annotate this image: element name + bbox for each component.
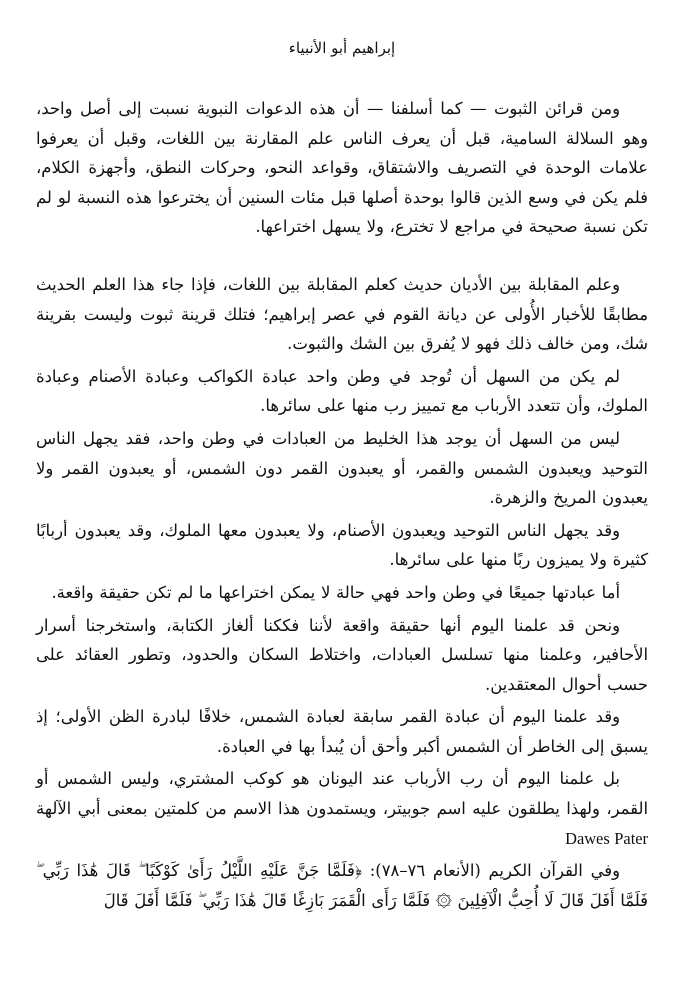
paragraph-9-text: بل علمنا اليوم أن رب الأرباب عند اليونان هو كوكب المشتري، وليس الشمس أو القمر، ولهذا يطلقون عليه اسم جوبيتر، ويستمدون هذا الاسم من كلمتين بمعنى أبي الآلهة [36, 769, 648, 819]
paragraph-4: ليس من السهل أن يوجد هذا الخليط من العبادات في وطن واحد، فقد يجهل الناس التوحيد ويعبدون الشمس والقمر، أو يعبدون القمر دون الشمس، أو يعبدون القمر ولا يعبدون المريخ والزهرة. [36, 428, 648, 508]
paragraph-6: أما عبادتها جميعًا في وطن واحد فهي حالة لا يمكن اختراعها ما لم تكن حقيقة واقعة. [51, 582, 620, 602]
page-body [36, 94, 648, 915]
running-header: إبراهيم أبو الأنبياء [288, 39, 396, 57]
paragraph-3: لم يكن من السهل أن تُوجد في وطن واحد عبادة الكواكب وعبادة الأصنام وعبادة الملوك، وأن تتعدد الأرباب مع تمييز رب منها على سائرها. [36, 366, 648, 416]
paragraph-10: وفي القرآن الكريم (الأنعام ٧٦–٧٨): ﴿فَلَمَّا جَنَّ عَلَيْهِ اللَّيْلُ رَأَىٰ كَوْكَبًا ۖ قَالَ هَٰذَا رَبِّي ۖ فَلَمَّا أَفَلَ قَالَ لَا أُحِبُّ الْآفِلِينَ ۞ فَلَمَّا رَأَى الْقَمَرَ بَازِغًا قَالَ هَٰذَا رَبِّي ۖ فَلَمَّا أَفَلَ قَالَ [36, 861, 648, 910]
paragraph-8: وقد علمنا اليوم أن عبادة القمر سابقة لعبادة الشمس، خلافًا لبادرة الظن الأولى؛ إذ يسبق إلى الخاطر أن الشمس أكبر وأحق أن يُبدأ بها في العبادة. [36, 707, 648, 756]
paragraph-5: وقد يجهل الناس التوحيد ويعبدون الأصنام، ولا يعبدون معها الملوك، وقد يعبدون أربابًا كثيرة ولا يميزون ربًا منها على سائرها. [36, 520, 648, 570]
paragraph-2: وعلم المقابلة بين الأديان حديث كعلم المقابلة بين اللغات، فإذا جاء هذا العلم الحديث مطابقًا للأخبار الأُولى عن ديانة القوم في عصر إبراهيم؛ فتلك قرينة ثبوت وليست بقرينة شك، ومن خالف ذلك فهو لا يُفرق بين الشك والثبوت. [36, 274, 648, 354]
book-page [36, 0, 648, 1000]
paragraph-9 [36, 764, 648, 853]
paragraph-1: ومن قرائن الثبوت — كما أسلفنا — أن هذه الدعوات النبوية نسبت إلى أصل واحد، وهو السلالة السامية، قبل أن يعرف الناس علم المقارنة بين اللغات، وقبل أن يعرفوا علامات الوحدة في التصريف والاشتقاق، وقواعد النحو، وحركات النطق، وأجهزة الكلام، فلم يكن في وسع الذين قالوا بوحدة أصلها قبل مئات السنين أن يخترعوا هذه النسبة لو لم تكن نسبة صحيحة في مراجع لا تخترع، ولا يسهل اختراعها. [36, 99, 648, 237]
latin-term: Dawes Pater [565, 828, 648, 848]
paragraph-7: ونحن قد علمنا اليوم أنها حقيقة واقعة لأننا فككنا ألغاز الكتابة، واستخرجنا أسرار الأحافير، وعلمنا منها تسلسل العبادات، واختلاط السكان والحدود، وتطور العقائد على حسب أحوال المعتقدين. [36, 615, 648, 694]
